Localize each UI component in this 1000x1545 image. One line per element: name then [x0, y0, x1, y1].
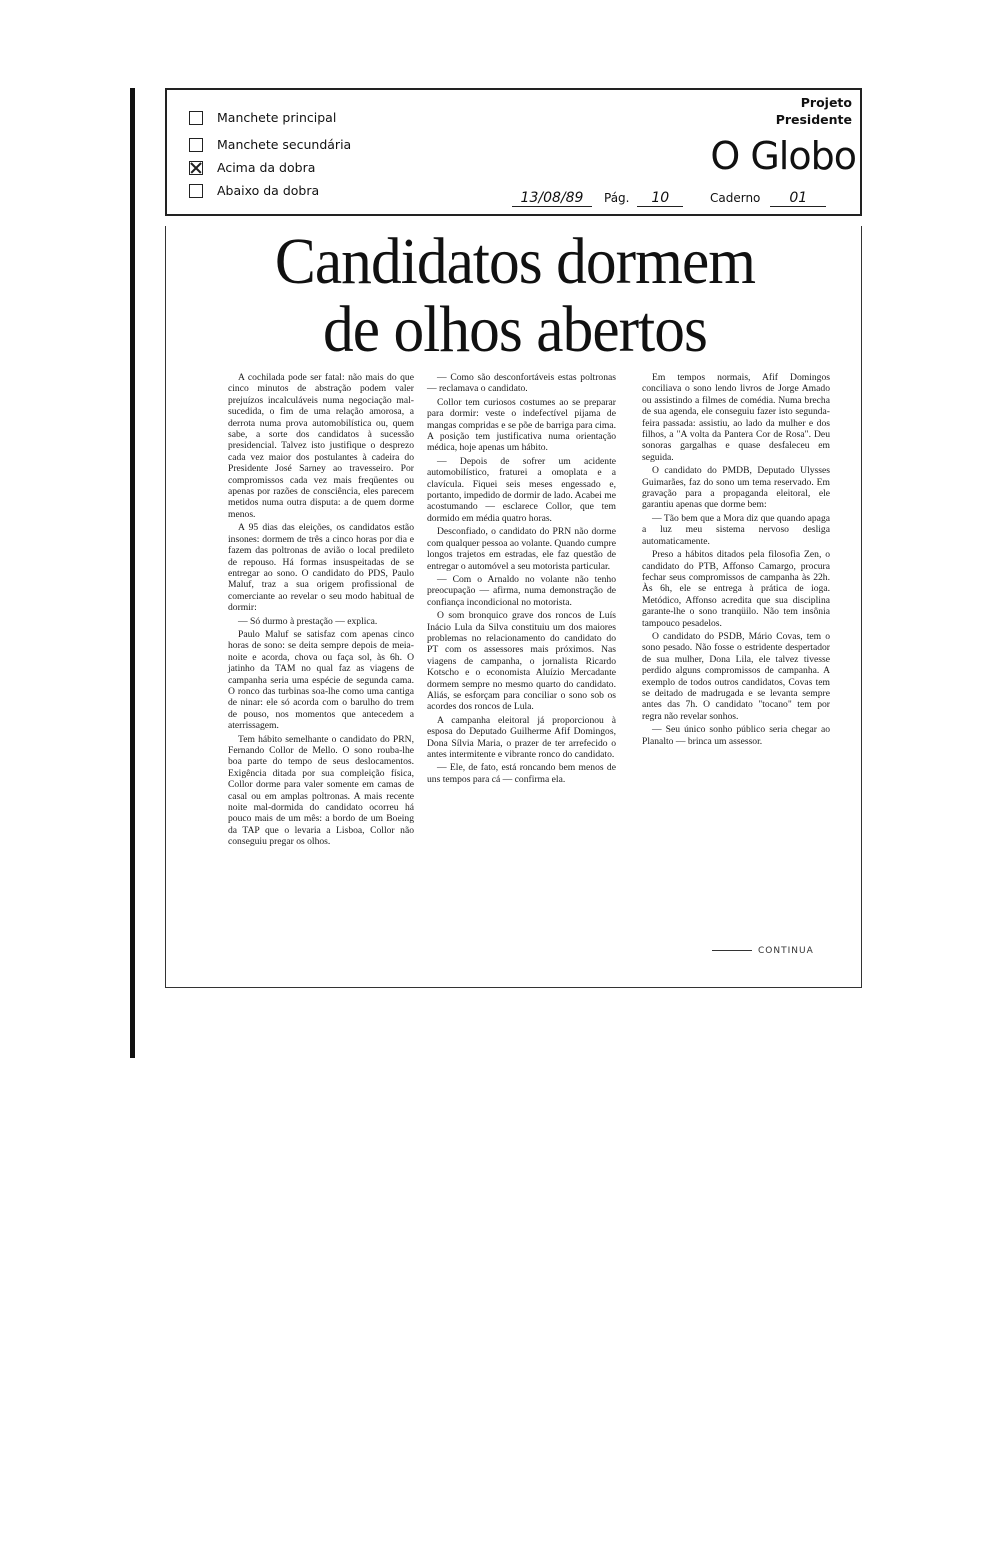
section-field	[710, 190, 826, 207]
paragraph: O candidato do PMDB, Deputado Ulysses Guimarães, faz do sono um tema reservado. Em gravação para a propaganda eleitoral, ele garantiu apenas que dorme bem:	[642, 465, 830, 511]
page-value: 10	[637, 190, 683, 207]
scan-margin-bar	[130, 88, 135, 1058]
headline-line-1: Candidatos dormem	[274, 225, 756, 298]
paragraph: — Ele, de fato, está roncando bem menos de uns tempos para cá — confirma ela.	[427, 762, 616, 785]
project-line-2: Presidente	[775, 112, 852, 127]
checkbox-label: Acima da dobra	[217, 160, 316, 175]
paragraph: A cochilada pode ser fatal: não mais do que cinco minutos de abstração podem valer prejuízos incalculáveis numa negociação mal-sucedida, o fim de uma relação amorosa, a derrota numa prova automobilística ou, quem sabe, a sorte dos candidatos à sucessão presidencial. Talvez isto justifique o desprezo cada vez maior dos postulantes à cadeira do Presidente José Sarney ao travesseiro. Por compromissos cada vez mais freqüentes ou apenas por razões de consciência, eles parecem metidos numa outra disputa: a de quem dorme menos.	[228, 372, 414, 520]
checkbox-manchete-secundaria[interactable]	[189, 138, 203, 152]
date-value: 13/08/89	[512, 190, 592, 207]
clipping-header	[165, 88, 862, 216]
paragraph: Tem hábito semelhante o candidato do PRN, Fernando Collor de Mello. O sono rouba-lhe boa parte do tempo de seus deslocamentos. Exigência ditada por sua compleição física, Collor dorme para valer somente em camas de casal ou em amplas poltronas. A mais recente noite mal-dormida do candidato ocorreu há pouco mais de um mês: a bordo de um Boeing da TAP que o levaria a Lisboa, Collor não conseguiu pregar os olhos.	[228, 733, 414, 848]
paragraph: A 95 dias das eleições, os candidatos estão insones: dormem de três a cinco horas por dia e fazem das poltronas de avião o local predileto de repouso. Há formas insuspeitadas de se entregar ao sono. O candidato do PDS, Paulo Maluf, traz a sua origem profissional de comerciante ao revelar o seu modo habitual de dormir:	[228, 522, 414, 614]
checkbox-row-acima-da-dobra[interactable]	[189, 160, 315, 175]
article-column-1	[228, 372, 414, 850]
paragraph: Preso a hábitos ditados pela filosofia Zen, o candidato do PTB, Affonso Camargo, procura fechar seus compromissos de campanha às 22h. Às 6h, ele se entrega à prática de ioga. Metódico, Affonso acredita que sua disciplina garante-lhe o sono tranqüilo. Não tem insônia tampouco pesadelos.	[642, 549, 830, 629]
checkbox-row-manchete-secundaria[interactable]	[189, 137, 351, 152]
paragraph: O som bronquico grave dos roncos de Luís Inácio Lula da Silva constituiu um dos maiores problemas no relacionamento do candidato do PT com os assessores mais próximos. Nas viagens de campanha, o jornalista Ricardo Kotscho e o economista Aluízio Mercadante dormem sempre no mesmo quarto do candidato. Aliás, se esforçam para conciliar o sono sob os acordes dos roncos de Lula.	[427, 610, 616, 713]
article-headline	[194, 225, 836, 366]
checkbox-row-manchete-principal[interactable]	[189, 110, 336, 125]
project-line-1: Projeto	[800, 95, 852, 110]
checkbox-label: Manchete secundária	[217, 137, 352, 152]
checkbox-manchete-principal[interactable]	[189, 111, 203, 125]
newspaper-logo: O Globo	[710, 134, 856, 178]
project-label	[776, 94, 852, 128]
paragraph: Paulo Maluf se satisfaz com apenas cinco horas de sono: se deita sempre depois de meia-noite e acorda, chova ou faça sol, às 6h. O jatinho da TAM no qual faz as viagens de campanha seria uma espécie de segunda cama. O ronco das turbinas soa-lhe como uma cantiga de ninar: ele só acorda com o barulho do trem de pouso, nos momentos que antecedem a aterrissagem.	[228, 628, 414, 732]
page-label: Pág.	[604, 191, 630, 205]
paragraph: A campanha eleitoral já proporcionou à esposa do Deputado Guilherme Afif Domingos, Dona Sílvia Maria, o prazer de ter arrefecido o antes intermitente e vibrante ronco do candidato.	[427, 714, 616, 760]
checkbox-row-abaixo-da-dobra[interactable]	[189, 183, 319, 198]
paragraph: — Como são desconfortáveis estas poltronas — reclamava o candidato.	[427, 372, 616, 395]
paragraph: O candidato do PSDB, Mário Covas, tem o sono pesado. Não fosse o estridente despertador de sua mulher, Dona Lila, ele talvez tivesse perdido alguns compromissos de campanha. A exemplo de todos outros candidatos, Covas tem se deitado de madrugada e se levanta sempre antes das 7h. O candidato "tocano" tem por regra não revelar sonhos.	[642, 630, 830, 722]
paragraph: Desconfiado, o candidato do PRN não dorme com qualquer pessoa ao volante. Quando cumpre longos trajetos em estradas, ele faz questão de entregar o automóvel a seu motorista particular.	[427, 526, 616, 572]
paragraph: Collor tem curiosos costumes ao se preparar para dormir: veste o indefectível pijama de mangas compridas e se põe de barriga para cima. A posição tem justificativa numa orientação médica, hoje apenas um hábito.	[427, 396, 616, 454]
checkbox-acima-da-dobra[interactable]	[189, 161, 203, 175]
paragraph: — Seu único sonho público seria chegar ao Planalto — brinca um assessor.	[642, 724, 830, 747]
article-column-2	[427, 372, 616, 787]
section-value: 01	[770, 190, 826, 207]
article-column-3	[642, 372, 830, 749]
paragraph: — Só durmo à prestação — explica.	[238, 615, 378, 627]
paragraph: — Tão bem que a Mora diz que quando apaga a luz meu sistema nervoso desliga automaticamente.	[642, 512, 830, 547]
checkbox-label: Manchete principal	[217, 110, 337, 125]
paragraph: — Depois de sofrer um acidente automobilístico, fraturei a omoplata e a clavícula. Fiquei seis meses engessado e, portanto, impedido de dormir de lado. Acabei me acostumando — esclarece Collor, que tem dormido em média quatro horas.	[427, 455, 616, 524]
paragraph: Em tempos normais, Afif Domingos conciliava o sono lendo livros de Jorge Amado ou assistindo a filmes de comédia. Numa brecha de sua agenda, ele conseguiu fazer isto segunda-feira passada: assistiu, ao lado da mulher e dos filhos, a "A volta da Pantera Cor de Rosa". Deu sonoras gargalhas e quase desfaleceu em seguida.	[642, 372, 830, 463]
paragraph: — Com o Arnaldo no volante não tenho preocupação — afirma, numa demonstração de confiança incondicional no motorista.	[427, 573, 616, 608]
checkbox-label: Abaixo da dobra	[217, 183, 320, 198]
continua-marker: CONTINUA	[712, 946, 814, 956]
section-label: Caderno	[710, 191, 761, 205]
headline-line-2: de olhos abertos	[322, 293, 708, 366]
date-field	[512, 190, 592, 207]
checkbox-abaixo-da-dobra[interactable]	[189, 184, 203, 198]
page-field	[604, 190, 683, 207]
